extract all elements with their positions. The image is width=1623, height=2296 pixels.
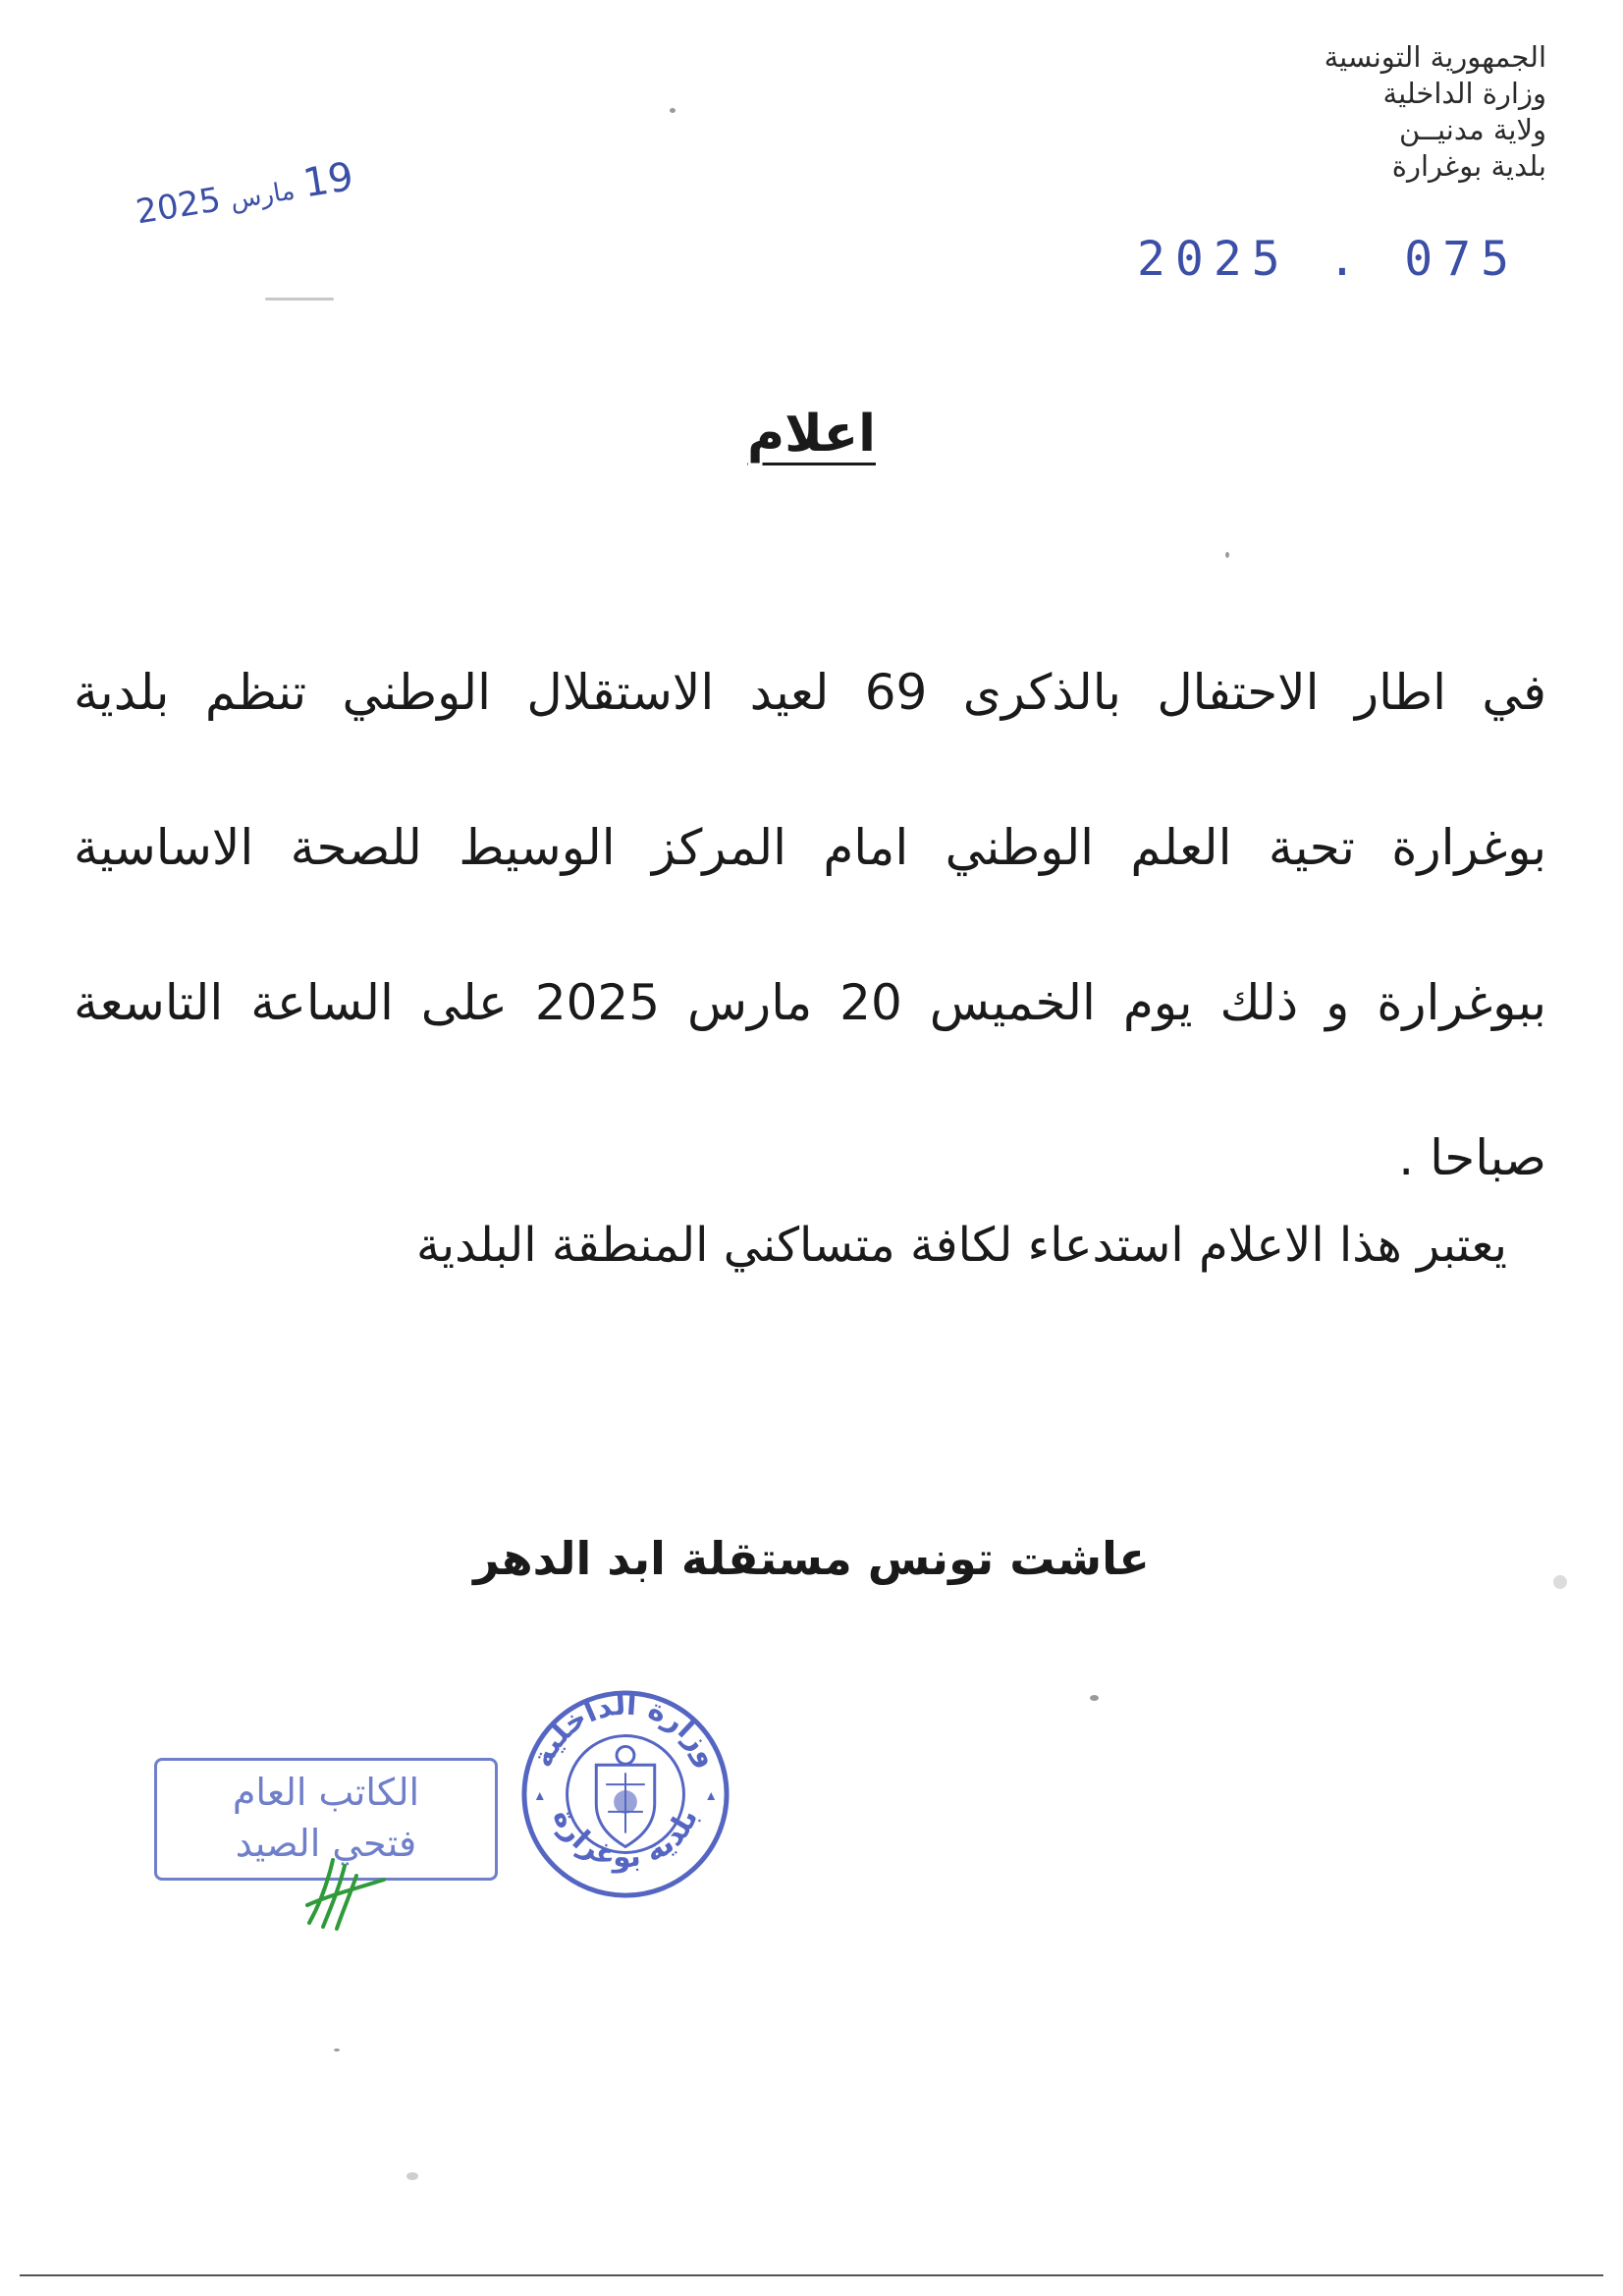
secretary-stamp-name: فتحي الصيد <box>235 1822 417 1865</box>
secretary-stamp-title: الكاتب العام <box>232 1771 420 1814</box>
document-title-text: اعلام <box>747 405 876 464</box>
scan-bottom-edge <box>20 2274 1603 2276</box>
summons-notice: يعتبر هذا الاعلام استدعاء لكافة متساكني المنطقة البلدية <box>415 1218 1507 1273</box>
reference-number-stamp: 2025 . 075 <box>1137 232 1519 287</box>
body-line-2: بوغرارة تحية العلم الوطني امام المركز الوسيط للصحة الاساسية <box>74 819 1546 876</box>
scan-speck <box>265 298 334 301</box>
date-stamp-month: مارس <box>228 176 298 216</box>
header-line-ministry: وزارة الداخلية <box>1382 77 1546 110</box>
closing-slogan: عاشت تونس مستقلة ابد الدهر <box>473 1532 1150 1585</box>
header-line-governorate: ولاية مدنيــن <box>1398 113 1546 146</box>
scan-speck <box>1553 1575 1567 1589</box>
signature-icon <box>299 1846 388 1935</box>
body-line-3: ببوغرارة و ذلك يوم الخميس 20 مارس 2025 على الساعة التاسعة <box>74 974 1546 1031</box>
scan-speck <box>1090 1695 1099 1701</box>
header-line-republic: الجمهورية التونسية <box>1324 40 1546 74</box>
body-paragraph <box>74 615 1546 1235</box>
date-stamp-year: 2025 <box>133 180 224 233</box>
header-line-municipality: بلدية بوغرارة <box>1391 149 1546 183</box>
municipal-seal <box>518 1687 732 1901</box>
coat-of-arms-icon <box>596 1746 654 1846</box>
scan-speck <box>406 2172 418 2180</box>
scan-speck <box>334 2049 340 2051</box>
scan-speck <box>670 108 676 113</box>
seal-bottom-text: بلدية بوغرارة <box>545 1803 706 1876</box>
administrative-header <box>1134 39 1546 185</box>
body-line-1: في اطار الاحتفال بالذكرى 69 لعيد الاستقلال الوطني تنظم بلدية <box>74 664 1547 721</box>
scan-speck <box>1225 552 1229 558</box>
body-line-4: صباحا . <box>1398 1129 1546 1186</box>
document-title <box>0 405 1623 464</box>
seal-top-text: وزارة الداخلية <box>524 1687 727 1773</box>
date-stamp <box>133 154 356 233</box>
date-stamp-day: 19 <box>299 154 357 207</box>
